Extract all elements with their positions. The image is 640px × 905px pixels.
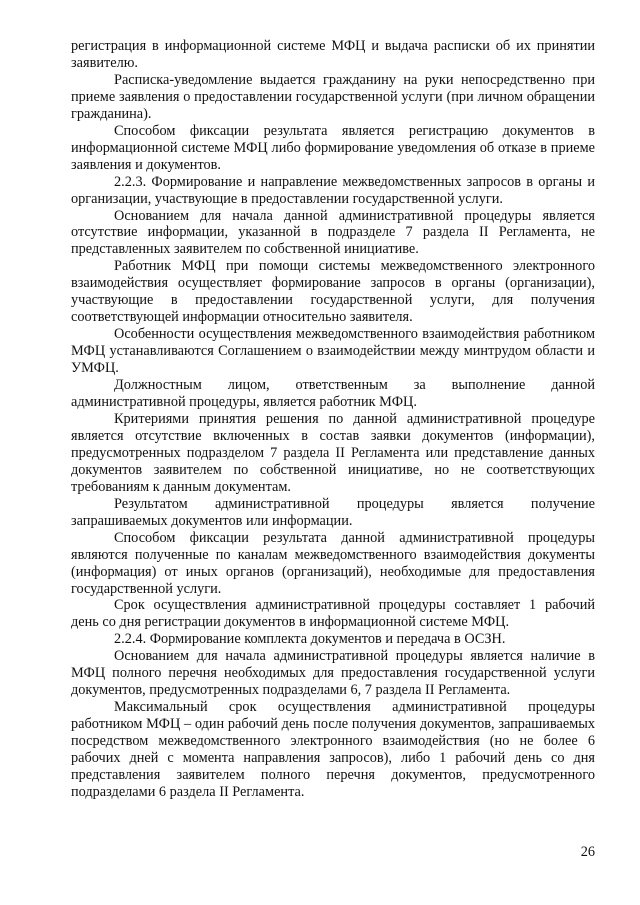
paragraph-duration: Срок осуществления административной процедуры составляет 1 рабочий день со дня регистрации документов в информационной системе МФЦ. bbox=[71, 597, 595, 631]
paragraph-basis-2: Основанием для начала административной процедуры является наличие в МФЦ полного перечня необходимых для предоставления государственной услуги документов, предусмотренных подразделами 6, 7 раздела II Регламента. bbox=[71, 648, 595, 699]
paragraph-fixation-method: Способом фиксации результата является регистрацию документов в информационной системе МФЦ либо формирование уведомления об отказе в приеме заявления и документов. bbox=[71, 122, 595, 173]
paragraph-continuation: регистрация в информационной системе МФЦ и выдача расписки об их принятии заявителю. bbox=[71, 38, 595, 71]
paragraph-official: Должностным лицом, ответственным за выполнение данной административной процедуры, является работник МФЦ. bbox=[71, 377, 595, 411]
section-heading-2-2-4: 2.2.4. Формирование комплекта документов и передача в ОСЗН. bbox=[114, 631, 506, 648]
paragraph-result-fixation: Способом фиксации результата данной административной процедуры являются полученные по каналам межведомственного взаимодействия документы (информация) от иных органов (организаций), необходимые для предоставления государственной услуги. bbox=[71, 529, 595, 597]
paragraph-max-duration: Максимальный срок осуществления административной процедуры работником МФЦ – один рабочий день после получения документов, запрашиваемых посредством межведомственного электронного взаимодействия (но не более 6 рабочих дней с момента направления запросов), либо 1 рабочий день со дня представления заявителем полного перечня документов, предусмотренного подразделами 6 раздела II Регламента. bbox=[71, 699, 595, 800]
paragraph-features: Особенности осуществления межведомственного взаимодействия работником МФЦ устанавливаются Соглашением о взаимодействии между минтрудом области и УМФЦ. bbox=[71, 326, 595, 377]
paragraph-mfc-worker: Работник МФЦ при помощи системы межведомственного электронного взаимодействия осуществляет формирование запросов в органы (организации), участвующие в предоставлении государственной услуги, для получения соответствующей информации относительно заявителя. bbox=[71, 258, 595, 326]
paragraph-criteria: Критериями принятия решения по данной административной процедуре является отсутствие включенных в состав заявки документов (информации), предусмотренных подразделом 7 раздела II Регламента или представление данных документов заявителем по собственной инициативе, но не соответствующих требованиям к данным документам. bbox=[71, 410, 595, 495]
document-body bbox=[71, 38, 595, 801]
section-heading-2-2-3: 2.2.3. Формирование и направление межведомственных запросов в органы и организации, участвующие в предоставлении государственной услуги. bbox=[71, 173, 595, 207]
paragraph-result: Результатом административной процедуры является получение запрашиваемых документов или информации. bbox=[71, 495, 595, 529]
paragraph-receipt-notice: Расписка-уведомление выдается гражданину на руки непосредственно при приеме заявления о предоставлении государственной услуги (при личном обращении гражданина). bbox=[71, 71, 595, 122]
paragraph-basis: Основанием для начала данной административной процедуры является отсутствие информации, указанной в подразделе 7 раздела II Регламента, не представленных заявителем по собственной инициативе. bbox=[71, 207, 595, 258]
page-number: 26 bbox=[580, 844, 595, 860]
